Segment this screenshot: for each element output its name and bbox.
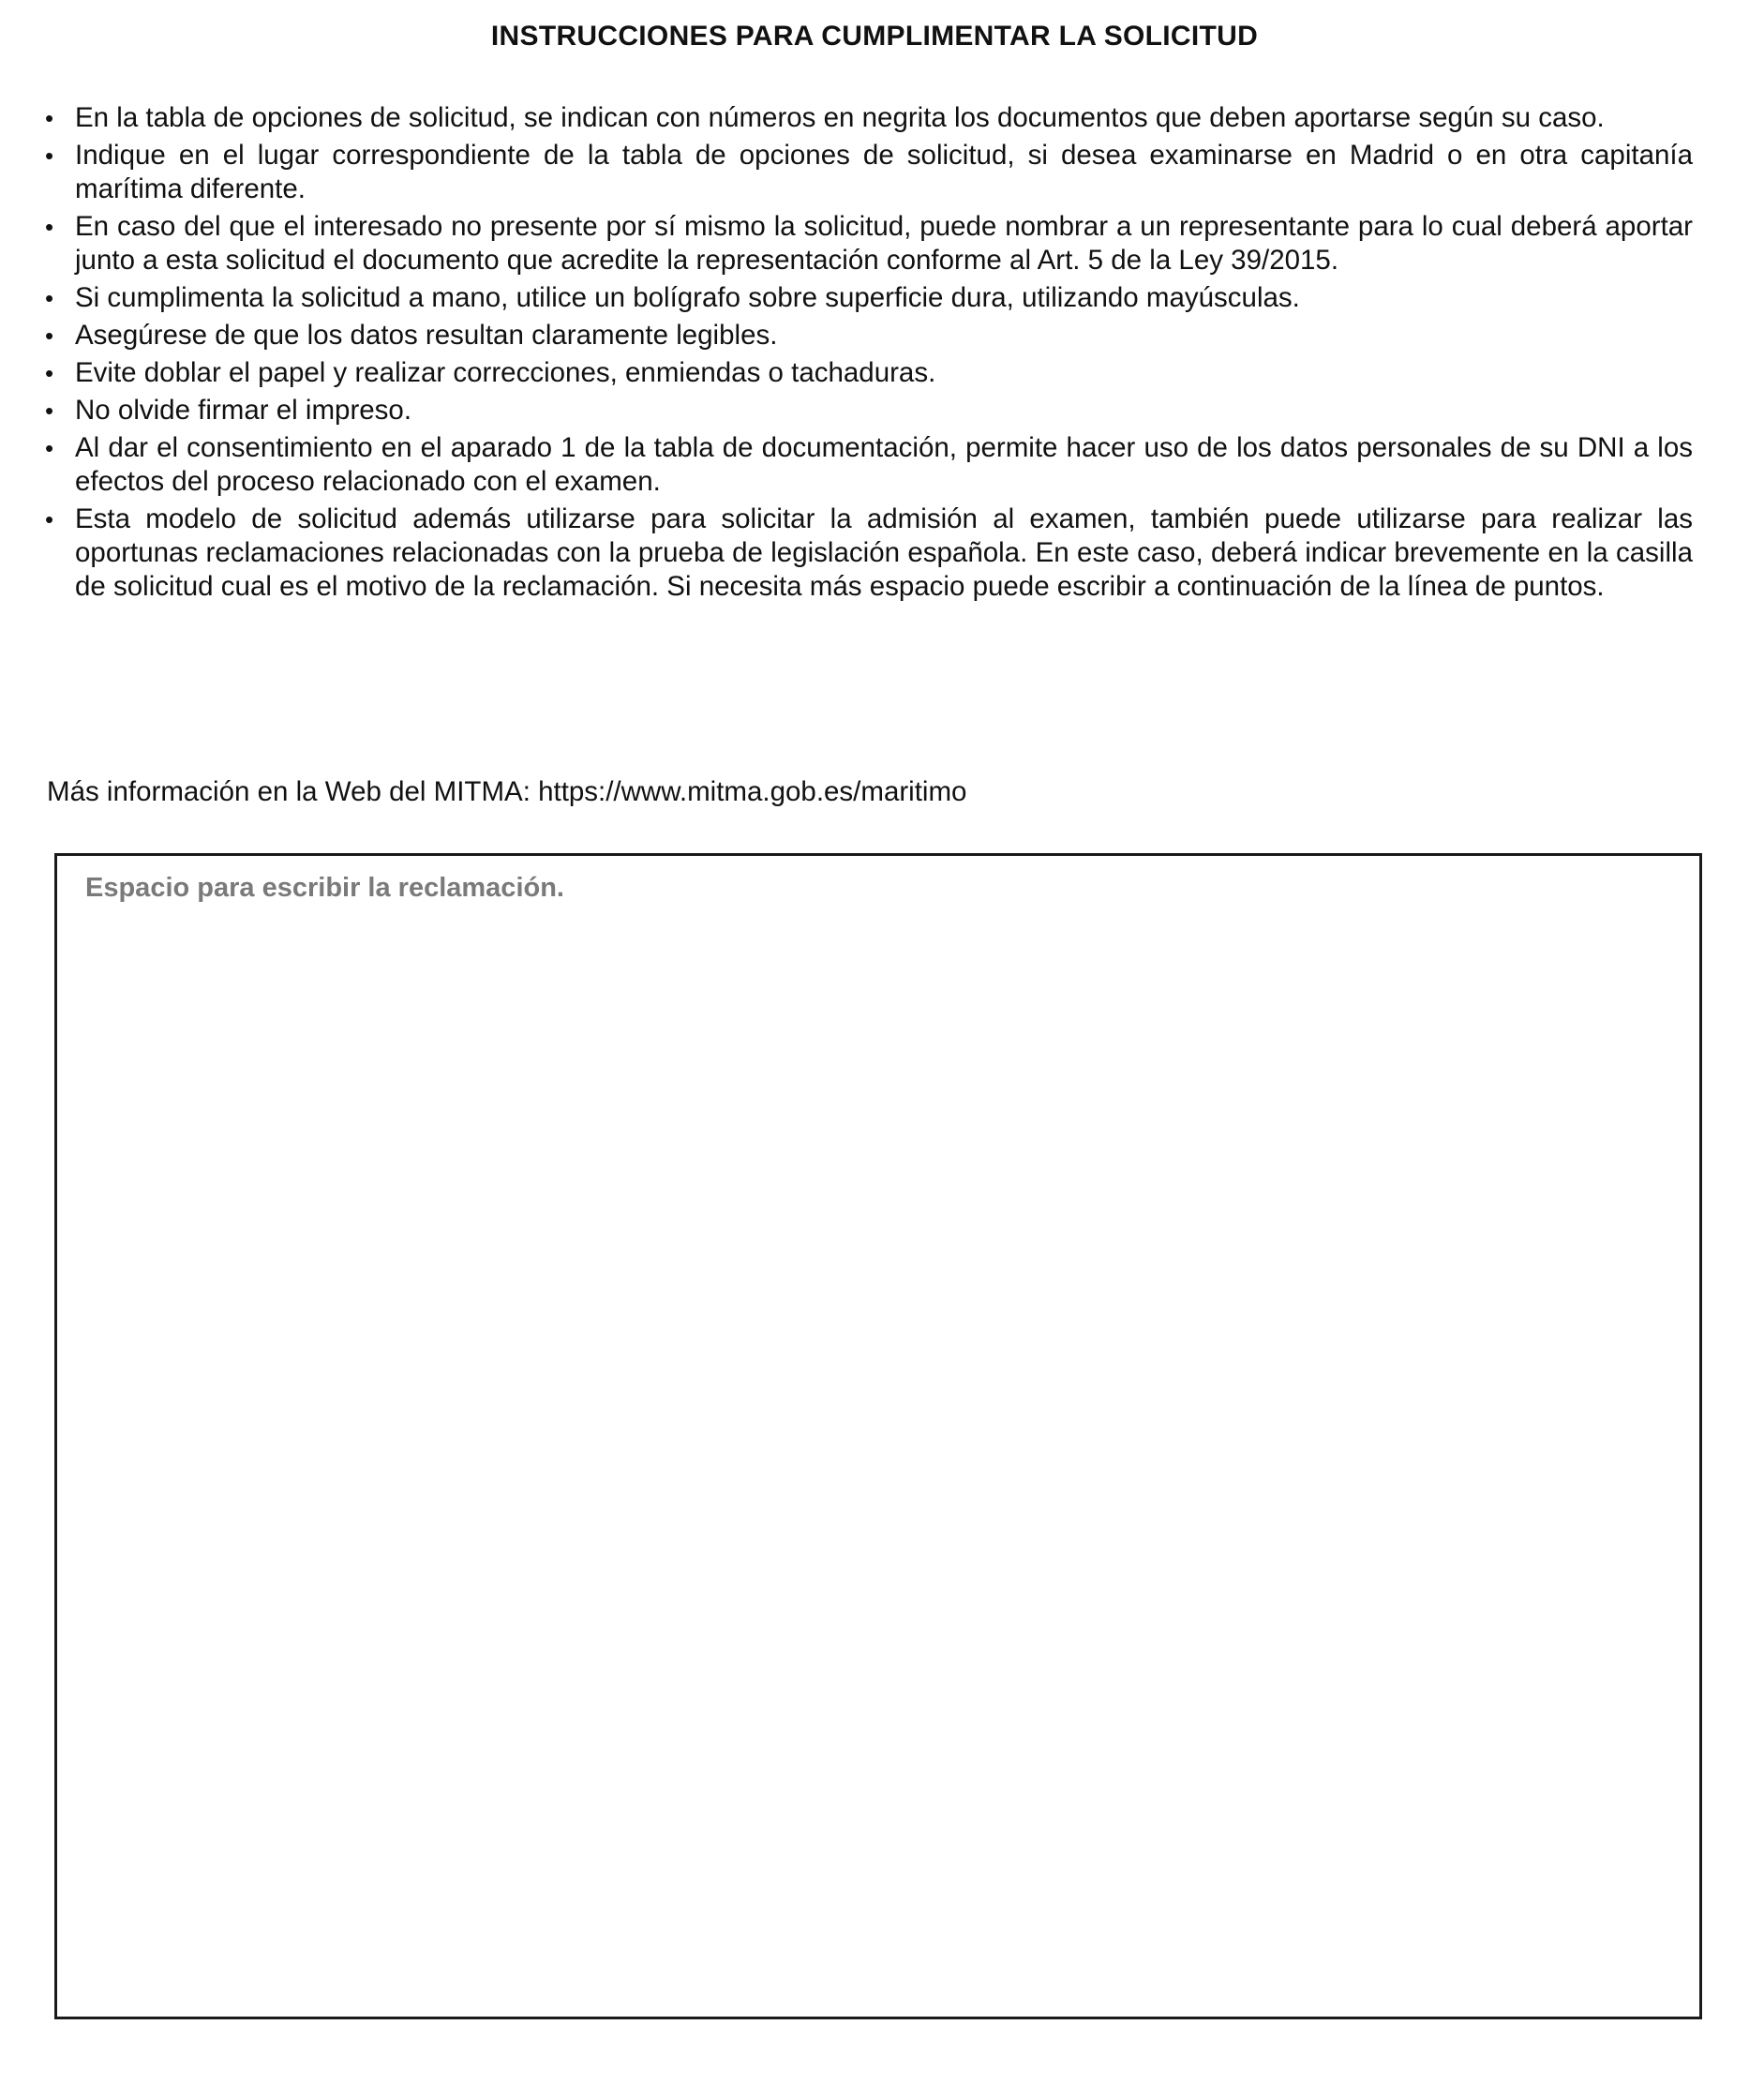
list-item [43, 356, 1693, 390]
list-item [43, 394, 1693, 428]
claim-writing-area[interactable] [76, 922, 1681, 1998]
list-item [43, 431, 1693, 499]
claim-box-label: Espacio para escribir la reclamación. [85, 873, 564, 903]
bullet-icon: • [45, 322, 54, 350]
instruction-text: Indique en el lugar correspondiente de la tabla de opciones de solicitud, si desea examinarse en Madrid o en otra capitanía marítima diferente. [75, 140, 1693, 204]
instruction-text: Esta modelo de solicitud además utilizarse para solicitar la admisión al examen, también puede utilizarse para realizar las oportunas reclamaciones relacionadas con la prueba de legislación española. En este caso, deberá indicar brevemente en la casilla de solicitud cual es el motivo de la reclamación. Si necesita más espacio puede escribir a continuación de la línea de puntos. [75, 503, 1693, 602]
list-item [43, 319, 1693, 352]
instruction-text: Al dar el consentimiento en el aparado 1 de la tabla de documentación, permite hacer uso de los datos personales de su DNI a los efectos del proceso relacionado con el examen. [75, 432, 1693, 497]
list-item [43, 281, 1693, 315]
list-item [43, 139, 1693, 206]
bullet-icon: • [45, 359, 54, 387]
list-item [43, 210, 1693, 278]
instruction-text: Asegúrese de que los datos resultan claramente legibles. [75, 320, 778, 351]
instruction-text: En caso del que el interesado no presente por sí mismo la solicitud, puede nombrar a un representante para lo cual deberá aportar junto a esta solicitud el documento que acredite la representación conforme al Art. 5 de la Ley 39/2015. [75, 211, 1693, 276]
claim-box [54, 853, 1702, 2019]
bullet-icon: • [45, 284, 54, 312]
more-info-text: Más información en la Web del MITMA: https://www.mitma.gob.es/maritimo [47, 776, 967, 807]
bullet-icon: • [45, 104, 54, 132]
instruction-text: Si cumplimenta la solicitud a mano, utilice un bolígrafo sobre superficie dura, utilizando mayúsculas. [75, 282, 1300, 313]
bullet-icon: • [45, 213, 54, 241]
page-title: INSTRUCCIONES PARA CUMPLIMENTAR LA SOLICITUD [490, 21, 1259, 52]
instruction-text: En la tabla de opciones de solicitud, se indican con números en negrita los documentos que deben aportarse según su caso. [75, 102, 1605, 133]
bullet-icon: • [45, 397, 54, 425]
bullet-icon: • [45, 142, 54, 170]
list-item [43, 101, 1693, 135]
bullet-icon: • [45, 434, 54, 462]
instructions-list [43, 101, 1693, 608]
instruction-text: No olvide firmar el impreso. [75, 395, 412, 426]
bullet-icon: • [45, 505, 54, 533]
list-item [43, 502, 1693, 604]
instruction-text: Evite doblar el papel y realizar correcciones, enmiendas o tachaduras. [75, 357, 936, 388]
